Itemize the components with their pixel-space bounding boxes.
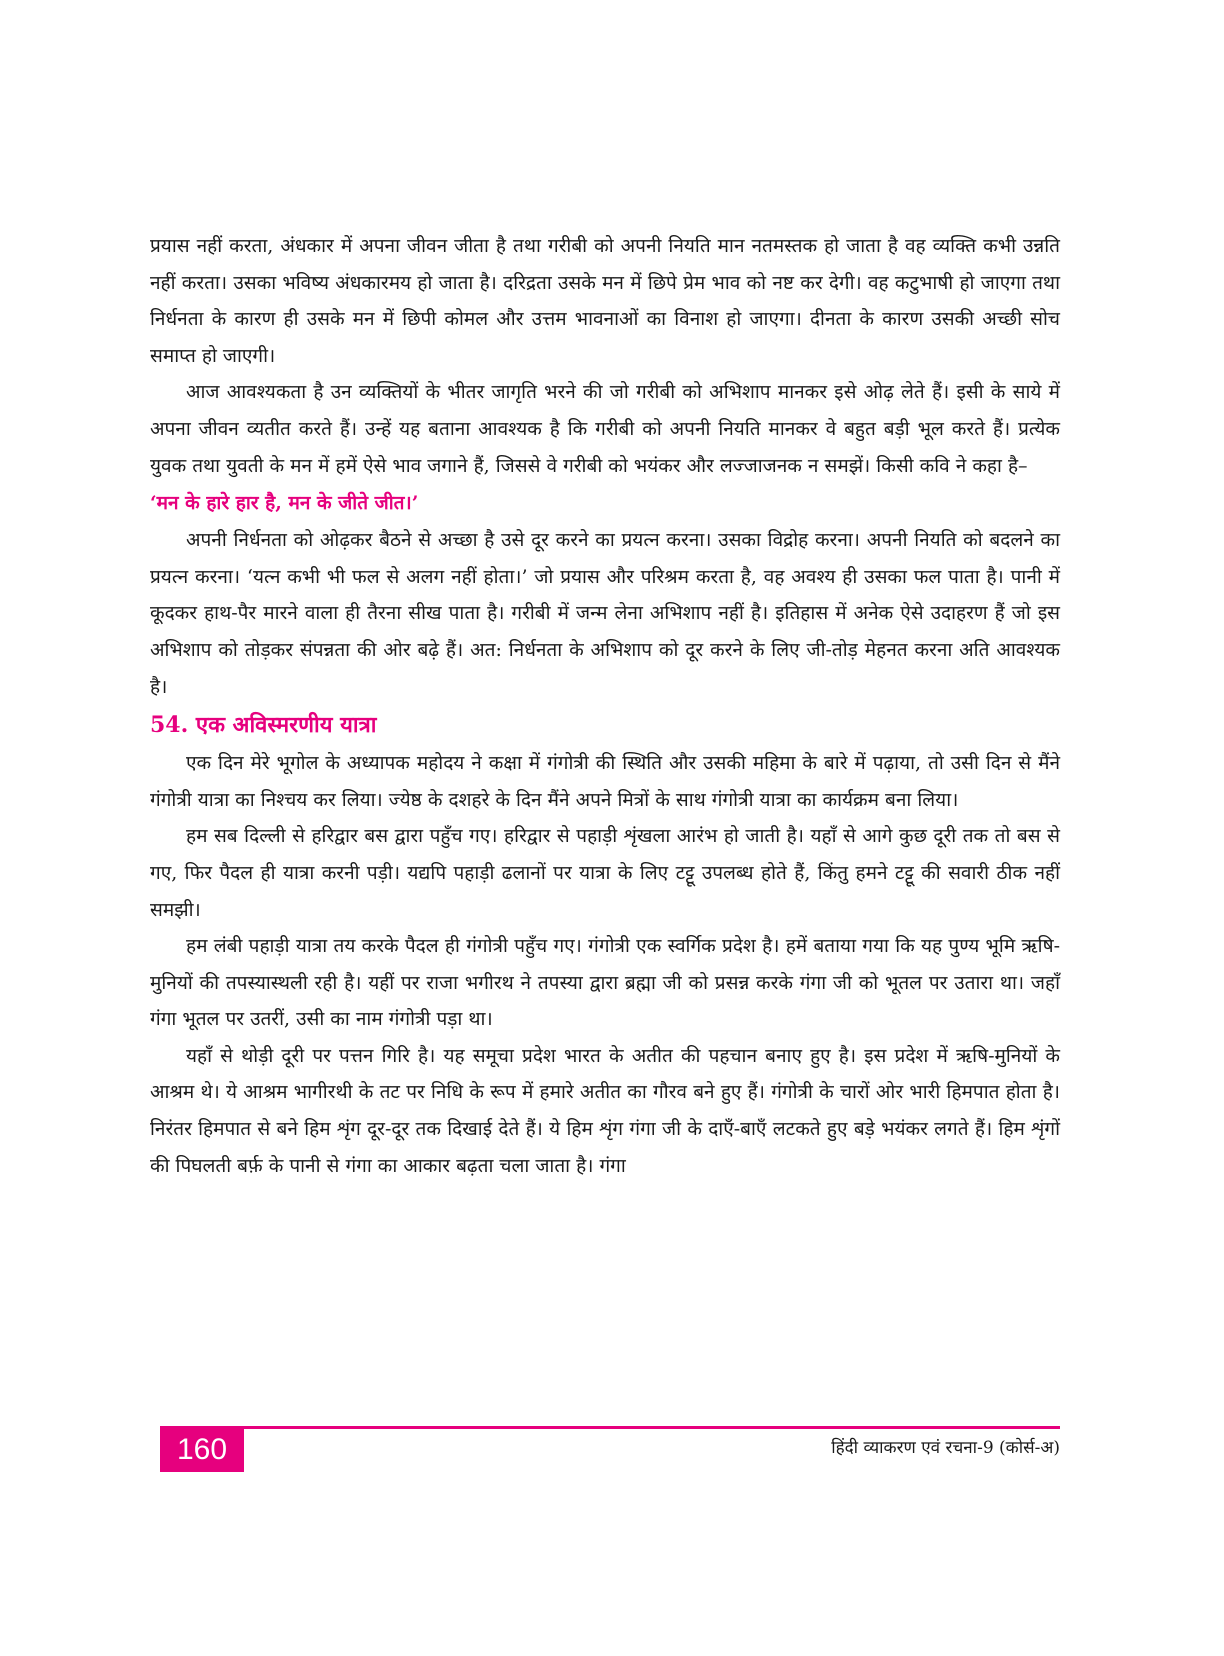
- quote: ‘मन के हारे हार है, मन के जीते जीत।’: [150, 492, 419, 515]
- paragraph: हम लंबी पहाड़ी यात्रा तय करके पैदल ही गंगोत्री पहुँच गए। गंगोत्री एक स्वर्गिक प्रदेश है। हमें बताया गया कि यह पुण्य भूमि ऋषि-मुनियों की तपस्यास्थली रही है। यहीं पर राजा भगीरथ ने तपस्या द्वारा ब्रह्मा जी को प्रसन्न करके गंगा जी को भूतल पर उतारा था। जहाँ गंगा भूतल पर उतरीं, उसी का नाम गंगोत्री पड़ा था।: [150, 935, 1060, 1031]
- paragraph: एक दिन मेरे भूगोल के अध्यापक महोदय ने कक्षा में गंगोत्री की स्थिति और उसकी महिमा के बारे में पढ़ाया, तो उसी दिन से मैंने गंगोत्री यात्रा का निश्चय कर लिया। ज्येष्ठ के दशहरे के दिन मैंने अपने मित्रों के साथ गंगोत्री यात्रा का कार्यक्रम बना लिया।: [150, 752, 1060, 811]
- paragraph: अपनी निर्धनता को ओढ़कर बैठने से अच्छा है उसे दूर करने का प्रयत्न करना। उसका विद्रोह करना। अपनी नियति को बदलने का प्रयत्न करना। ‘यत्न कभी भी फल से अलग नहीं होता।’ जो प्रयास और परिश्रम करता है, वह अवश्य ही उसका फल पाता है। पानी में कूदकर हाथ-पैर मारने वाला ही तैरना सीख पाता है। गरीबी में जन्म लेना अभिशाप नहीं है। इतिहास में अनेक ऐसे उदाहरण हैं जो इस अभिशाप को तोड़कर संपन्नता की ओर बढ़े हैं। अत: निर्धनता के अभिशाप को दूर करने के लिए जी-तोड़ मेहनत करना अति आवश्यक है।: [150, 529, 1060, 698]
- page-content: [150, 228, 1060, 1184]
- page-number: 160: [160, 1428, 244, 1472]
- section-heading: 54. एक अविस्मरणीय यात्रा: [150, 712, 377, 739]
- footer-divider: [160, 1426, 1060, 1429]
- paragraph: हम सब दिल्ली से हरिद्वार बस द्वारा पहुँच गए। हरिद्वार से पहाड़ी शृंखला आरंभ हो जाती है। यहाँ से आगे कुछ दूरी तक तो बस से गए, फिर पैदल ही यात्रा करनी पड़ी। यद्यपि पहाड़ी ढलानों पर यात्रा के लिए टट्टू उपलब्ध होते हैं, किंतु हमने टट्टू की सवारी ठीक नहीं समझी।: [150, 825, 1060, 921]
- paragraph: प्रयास नहीं करता, अंधकार में अपना जीवन जीता है तथा गरीबी को अपनी नियति मान नतमस्तक हो जाता है वह व्यक्ति कभी उन्नति नहीं करता। उसका भविष्य अंधकारमय हो जाता है। दरिद्रता उसके मन में छिपे प्रेम भाव को नष्ट कर देगी। वह कटुभाषी हो जाएगा तथा निर्धनता के कारण ही उसके मन में छिपी कोमल और उत्तम भावनाओं का विनाश हो जाएगा। दीनता के कारण उसकी अच्छी सोच समाप्त हो जाएगी।: [150, 235, 1060, 367]
- paragraph: यहाँ से थोड़ी दूरी पर पत्तन गिरि है। यह समूचा प्रदेश भारत के अतीत की पहचान बनाए हुए है। इस प्रदेश में ऋषि-मुनियों के आश्रम थे। ये आश्रम भागीरथी के तट पर निधि के रूप में हमारे अतीत का गौरव बने हुए हैं। गंगोत्री के चारों ओर भारी हिमपात होता है। निरंतर हिमपात से बने हिम शृंग दूर-दूर तक दिखाई देते हैं। ये हिम शृंग गंगा जी के दाएँ-बाएँ लटकते हुए बड़े भयंकर लगते हैं। हिम शृंगों की पिघलती बर्फ़ के पानी से गंगा का आकार बढ़ता चला जाता है। गंगा: [150, 1044, 1060, 1177]
- book-title: हिंदी व्याकरण एवं रचना-9 (कोर्स-अ): [831, 1438, 1060, 1458]
- paragraph: आज आवश्यकता है उन व्यक्तियों के भीतर जागृति भरने की जो गरीबी को अभिशाप मानकर इसे ओढ़ लेते हैं। इसी के साये में अपना जीवन व्यतीत करते हैं। उन्हें यह बताना आवश्यक है कि गरीबी को अपनी नियति मानकर वे बहुत बड़ी भूल करते हैं। प्रत्येक युवक तथा युवती के मन में हमें ऐसे भाव जगाने हैं, जिससे वे गरीबी को भयंकर और लज्जाजनक न समझें। किसी कवि ने कहा है–: [150, 381, 1060, 477]
